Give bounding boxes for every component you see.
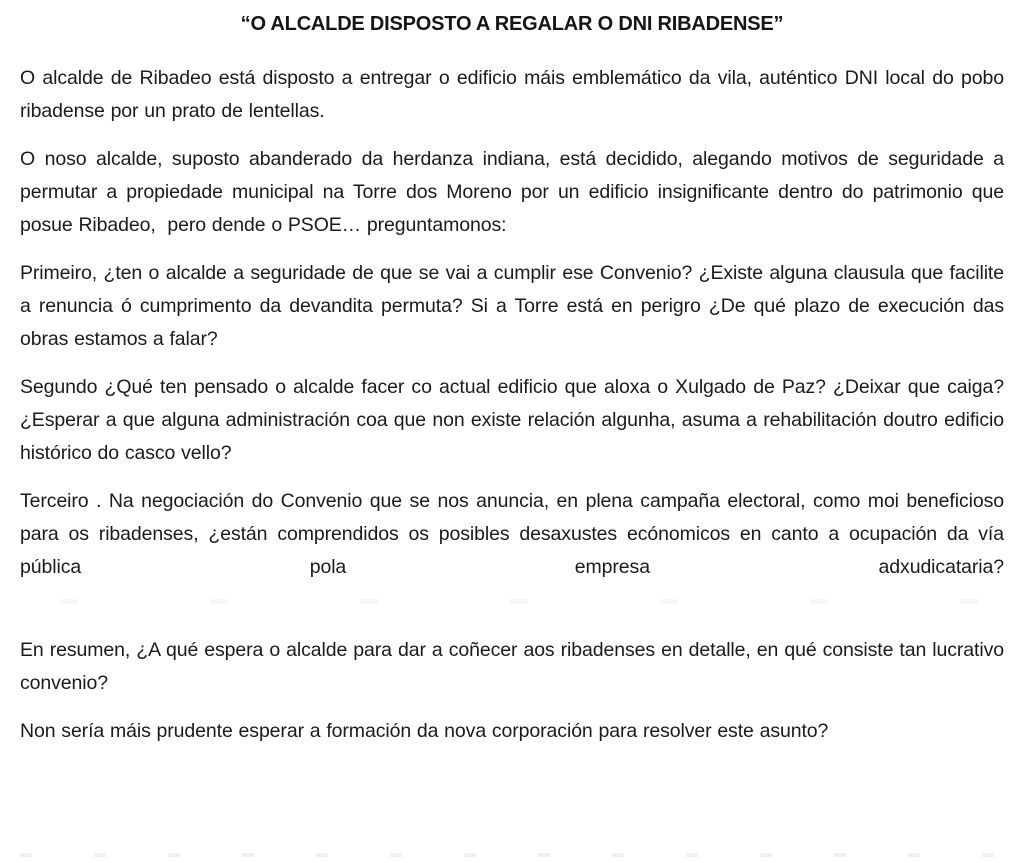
paragraph-intro: O alcalde de Ribadeo está disposto a entregar o edificio máis emblemático da vila, auténtico DNI local do pobo ribadense por un prato de lentellas. xyxy=(20,67,1004,122)
paragraph-terceiro: Terceiro . Na negociación do Convenio que se nos anuncia, en plena campaña electoral, como moi beneficioso para os ribadenses, ¿están comprendidos os posibles desaxustes ecónomicos en canto a ocupación da vía pública pola empresa adxudicataria? xyxy=(20,490,1004,578)
paragraph-closing-question: Non sería máis prudente esperar a formación da nova corporación para resolver este asunto? xyxy=(20,720,829,742)
paragraph-context: O noso alcalde, suposto abanderado da herdanza indiana, está decidido, alegando motivos de seguridade a permutar a propiedade municipal na Torre dos Moreno por un edificio insignificante dentro do patrimonio que posue Ribadeo, pero dende o PSOE… preguntamonos: xyxy=(20,148,1004,236)
paragraph-primeiro: Primeiro, ¿ten o alcalde a seguridade de que se vai a cumplir ese Convenio? ¿Existe alguna clausula que facilite a renuncia ó cumprimento da devandita permuta? Si a Torre está en perigro ¿De qué plazo de execución das obras estamos a falar? xyxy=(20,262,1004,350)
paragraph-resumen: En resumen, ¿A qué espera o alcalde para dar a coñecer aos ribadenses en detalle, en qué consiste tan lucrativo convenio? xyxy=(20,639,1004,694)
paragraph-segundo: Segundo ¿Qué ten pensado o alcalde facer co actual edificio que aloxa o Xulgado de Paz? ¿Deixar que caiga? ¿Esperar a que alguna administración coa que non existe relación algunha, asuma a rehabilitación doutro edificio histórico do casco vello? xyxy=(20,376,1004,464)
faded-erased-line-artifact xyxy=(60,599,996,604)
document-title: “O ALCALDE DISPOSTO A REGALAR O DNI RIBADENSE” xyxy=(240,13,784,35)
cutoff-text-line-artifact xyxy=(20,853,1004,857)
